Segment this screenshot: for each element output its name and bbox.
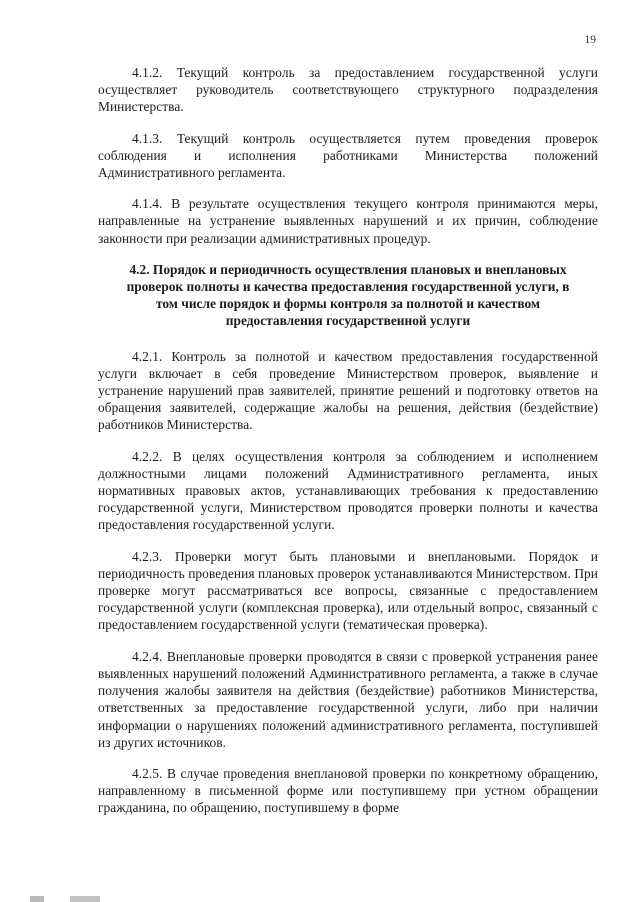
paragraph-4-1-4: 4.1.4. В результате осуществления текущего контроля принимаются меры, направленные на устранение выявленных нарушений и их причин, соблюдение законности при реализации административных процедур. (98, 196, 598, 246)
section-heading-4-2: 4.2. Порядок и периодичность осуществления плановых и внеплановых проверок полноты и качества предоставления государственной услуги, в том числе порядок и формы контроля за полнотой и качеством предоставления государственной услуги (126, 261, 570, 329)
paragraph-4-2-2: 4.2.2. В целях осуществления контроля за соблюдением и исполнением должностными лицами положений Административного регламента, иных нормативных правовых актов, устанавливающих требования к предоставлению государственной услуги, Министерством проводятся проверки полноты и качества предоставления государственной услуги. (98, 448, 598, 533)
paragraph-4-2-4: 4.2.4. Внеплановые проверки проводятся в связи с проверкой устранения ранее выявленных нарушений положений Административного регламента, а также в случае получения жалобы заявителя на действия (бездействие) работников Министерства, ответственных за предоставление государственной услуги, либо при наличии информации о нарушениях положений административного регламента, поступившей из других источников. (98, 648, 598, 750)
paragraph-4-2-1: 4.2.1. Контроль за полнотой и качеством предоставления государственной услуги включает в себя проведение Министерством проверок, выявление и устранение нарушений прав заявителей, принятие решений и подготовку ответов на обращения заявителей, содержащие жалобы на решения, действия (бездействие) работников Министерства. (98, 348, 598, 433)
paragraph-4-1-2: 4.1.2. Текущий контроль за предоставлением государственной услуги осуществляет руководитель соответствующего структурного подразделения Министерства. (98, 65, 598, 115)
scan-edge-artifact (0, 896, 640, 902)
paragraph-4-2-5: 4.2.5. В случае проведения внеплановой проверки по конкретному обращению, направленному в письменной форме или поступившему при устном обращении гражданина, по обращению, поступившему в форме (98, 765, 598, 816)
document-body (98, 64, 598, 831)
paragraph-4-1-3: 4.1.3. Текущий контроль осуществляется путем проведения проверок соблюдения и исполнения работниками Министерства положений Административного регламента. (98, 130, 598, 181)
page-number: 19 (584, 34, 596, 46)
paragraph-4-2-3: 4.2.3. Проверки могут быть плановыми и внеплановыми. Порядок и периодичность проведения плановых проверок устанавливаются Министерством. При проверке могут рассматриваться все вопросы, связанные с предоставлением государственной услуги (комплексная проверка), или отдельный вопрос, связанный с предоставлением государственной услуги (тематическая проверка). (98, 548, 598, 633)
